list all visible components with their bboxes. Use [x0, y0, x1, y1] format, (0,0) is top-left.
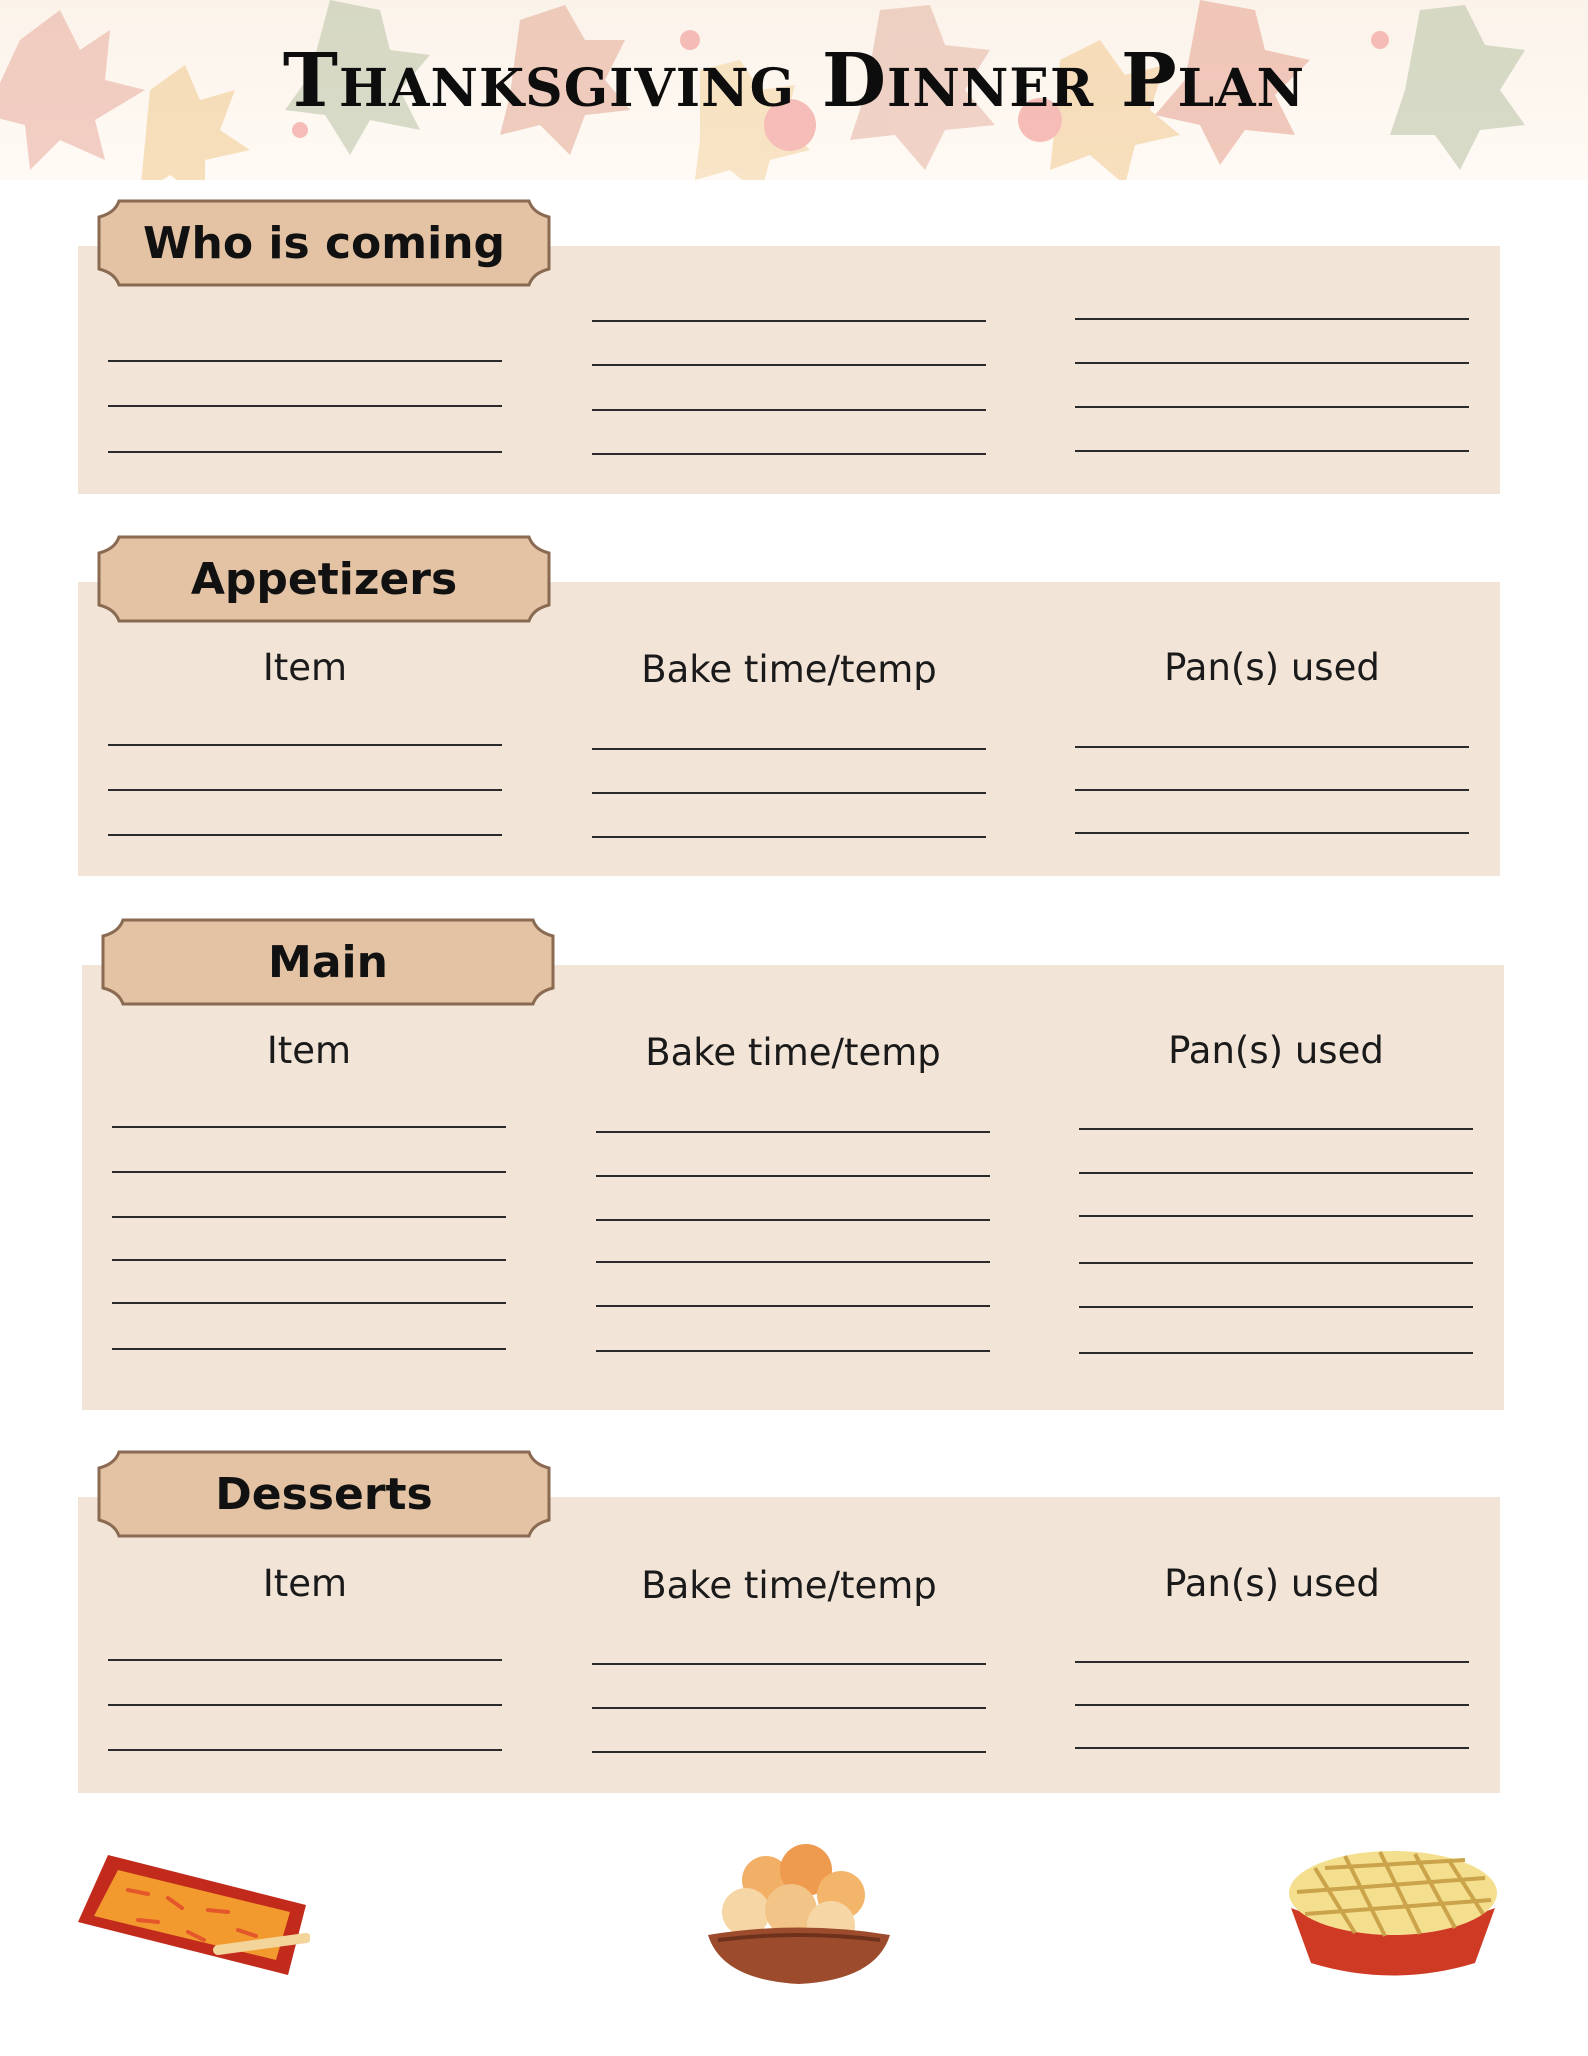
main-tag	[101, 918, 555, 1006]
appetizer-pan-line[interactable]	[1075, 746, 1469, 748]
dessert-bake-line[interactable]	[592, 1663, 986, 1665]
appetizer-pan-line[interactable]	[1075, 789, 1469, 791]
main-item-line[interactable]	[112, 1126, 506, 1128]
dessert-item-line[interactable]	[108, 1749, 502, 1751]
desserts-pan-header: Pan(s) used	[1164, 1562, 1380, 1605]
appetizers-item-header: Item	[262, 646, 348, 689]
dessert-pan-line[interactable]	[1075, 1747, 1469, 1749]
main-bake-header: Bake time/temp	[645, 1031, 941, 1074]
guest-line[interactable]	[592, 364, 986, 366]
appetizer-pan-line[interactable]	[1075, 832, 1469, 834]
main-pan-header: Pan(s) used	[1168, 1029, 1384, 1072]
appetizers-tag	[97, 535, 551, 623]
main-item-line[interactable]	[112, 1171, 506, 1173]
main-item-header: Item	[266, 1029, 352, 1072]
guests-title: Who is coming	[142, 217, 506, 269]
main-item-line[interactable]	[112, 1259, 506, 1261]
appetizer-item-line[interactable]	[108, 834, 502, 836]
main-bake-line[interactable]	[596, 1131, 990, 1133]
dessert-bake-line[interactable]	[592, 1707, 986, 1709]
main-item-line[interactable]	[112, 1348, 506, 1350]
guest-line[interactable]	[108, 451, 502, 453]
appetizer-item-line[interactable]	[108, 789, 502, 791]
main-title: Main	[268, 936, 388, 988]
desserts-tag	[97, 1450, 551, 1538]
main-pan-line[interactable]	[1079, 1215, 1473, 1217]
appetizer-item-line[interactable]	[108, 744, 502, 746]
appetizer-bake-line[interactable]	[592, 792, 986, 794]
guest-line[interactable]	[1075, 406, 1469, 408]
main-pan-line[interactable]	[1079, 1172, 1473, 1174]
dessert-pan-line[interactable]	[1075, 1661, 1469, 1663]
appetizers-pan-header: Pan(s) used	[1164, 646, 1380, 689]
guests-tag	[97, 199, 551, 287]
guest-line[interactable]	[592, 453, 986, 455]
guest-line[interactable]	[1075, 450, 1469, 452]
dessert-item-line[interactable]	[108, 1704, 502, 1706]
main-pan-line[interactable]	[1079, 1306, 1473, 1308]
main-bake-line[interactable]	[596, 1261, 990, 1263]
guest-line[interactable]	[1075, 362, 1469, 364]
desserts-item-header: Item	[262, 1562, 348, 1605]
dessert-pan-line[interactable]	[1075, 1704, 1469, 1706]
dessert-bake-line[interactable]	[592, 1751, 986, 1753]
casserole-dish-icon	[78, 1850, 310, 1978]
main-pan-line[interactable]	[1079, 1262, 1473, 1264]
appetizer-bake-line[interactable]	[592, 836, 986, 838]
appetizer-bake-line[interactable]	[592, 748, 986, 750]
guest-line[interactable]	[108, 405, 502, 407]
guest-line[interactable]	[1075, 318, 1469, 320]
guest-line[interactable]	[592, 320, 986, 322]
bread-basket-icon	[706, 1840, 892, 1986]
main-bake-line[interactable]	[596, 1175, 990, 1177]
main-pan-line[interactable]	[1079, 1352, 1473, 1354]
guest-line[interactable]	[108, 360, 502, 362]
main-bake-line[interactable]	[596, 1305, 990, 1307]
main-item-line[interactable]	[112, 1302, 506, 1304]
appetizers-bake-header: Bake time/temp	[641, 648, 937, 691]
main-pan-line[interactable]	[1079, 1128, 1473, 1130]
desserts-title: Desserts	[215, 1468, 433, 1520]
main-bake-line[interactable]	[596, 1219, 990, 1221]
desserts-bake-header: Bake time/temp	[641, 1564, 937, 1607]
dessert-item-line[interactable]	[108, 1659, 502, 1661]
appetizers-title: Appetizers	[190, 553, 458, 605]
main-item-line[interactable]	[112, 1216, 506, 1218]
main-bake-line[interactable]	[596, 1350, 990, 1352]
page-title: Thanksgiving Dinner Plan	[282, 38, 1306, 124]
lattice-pie-icon	[1285, 1848, 1501, 1978]
guest-line[interactable]	[592, 409, 986, 411]
